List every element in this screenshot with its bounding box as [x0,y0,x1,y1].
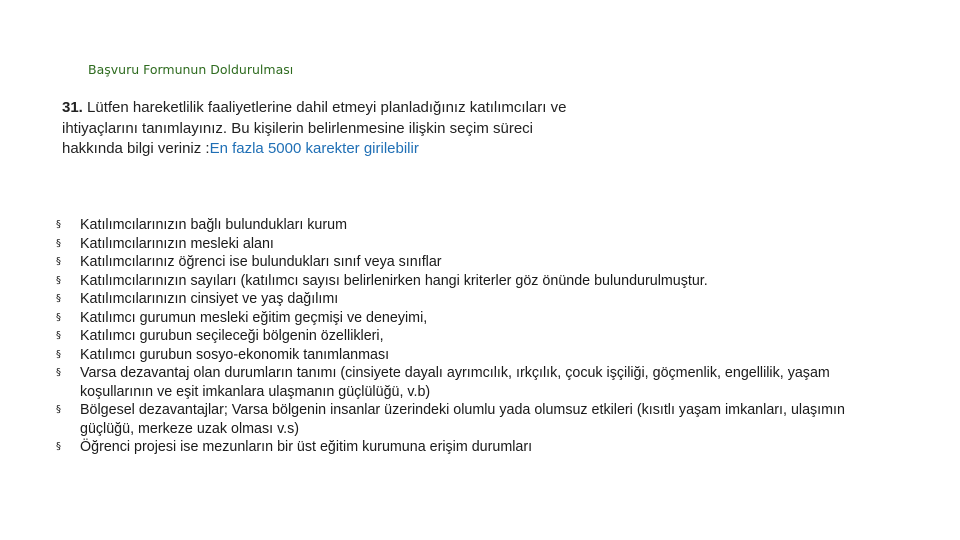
list-item [56,235,886,254]
bullet-icon: § [56,441,61,452]
list-item-text: Katılımcılarınızın bağlı bulundukları kurum [80,217,347,233]
list-item [56,364,886,401]
list-item-text: Katılımcılarınızın sayıları (katılımcı sayısı belirlenirken hangi kriterler göz önünde bulundurulmuştur. [80,272,708,289]
bullet-icon: § [56,219,61,230]
page-title: Başvuru Formunun Doldurulması [88,62,294,77]
list-item-text: Öğrenci projesi ise mezunların bir üst eğitim kurumuna erişim durumları [80,439,533,455]
bullet-icon: § [56,274,61,286]
list-item-text: Katılımcı gurumun mesleki eğitim geçmişi ve deneyimi, [80,309,428,326]
bullet-icon: § [56,293,61,304]
bullet-icon: § [56,404,61,415]
bullet-icon: § [56,348,61,360]
bullet-icon: § [56,256,61,267]
character-limit-hint: En fazla 5000 karekter girilebilir [209,140,419,157]
list-item [56,346,886,365]
question-body: Lütfen hareketlilik faaliyetlerine dahil etmeyi planladığınız katılımcıları ve ihtiyaçlarını tanımlayınız. Bu kişilerin belirlenmesine ilişkin seçim süreci hakkında bilgi veriniz : [62,99,567,157]
bullet-icon: § [56,367,61,378]
list-item-text: Katılımcılarınızın cinsiyet ve yaş dağılımı [80,291,339,307]
list-item [56,253,886,272]
list-item-text: Katılımcı gurubun seçileceği bölgenin özellikleri, [80,328,384,344]
list-item [56,327,886,346]
question-text [62,98,582,160]
list-item-text: Katılımcılarınızın mesleki alanı [80,235,274,252]
bullet-icon: § [56,330,61,341]
bullet-icon: § [56,237,61,249]
question-number: 31. [62,99,83,116]
list-item [56,272,886,291]
list-item [56,290,886,309]
list-item-text: Katılımcılarınız öğrenci ise bulundukları sınıf veya sınıflar [80,254,442,270]
bullet-icon: § [56,311,61,323]
list-item [56,309,886,328]
list-item-text: Varsa dezavantaj olan durumların tanımı (cinsiyete dayalı ayrımcılık, ırkçılık, çocuk işçiliği, göçmenlik, engellilik, yaşam koşullarının ve eşit imkanlara ulaşmanın güçlülüğü, v.b) [80,365,830,400]
criteria-list [56,216,886,457]
list-item-text: Bölgesel dezavantajlar; Varsa bölgenin insanlar üzerindeki olumlu yada olumsuz etkileri (kısıtlı yaşam imkanları, ulaşımın güçlüğü, merkeze uzak olması v.s) [80,402,845,437]
list-item [56,401,886,438]
list-item [56,216,886,235]
list-item [56,438,886,457]
list-item-text: Katılımcı gurubun sosyo-ekonomik tanımlanması [80,346,390,363]
